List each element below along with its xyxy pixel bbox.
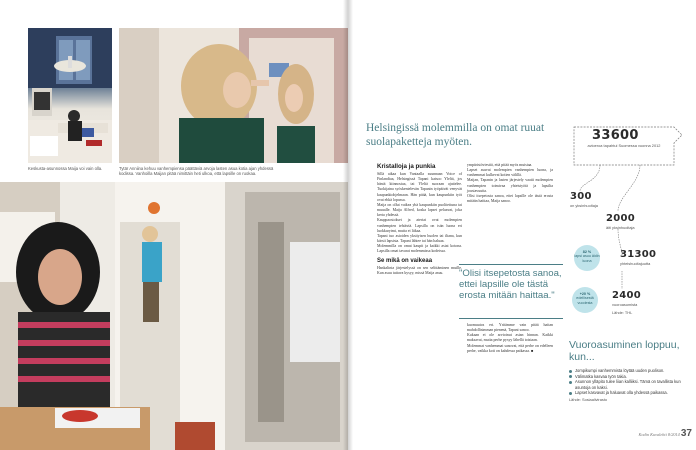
sidebar-heading: Vuoroasuminen loppuu, kun...	[569, 339, 680, 363]
caption-top-right: Tytär Anniina kehuu vanhempiensa päättäviä arvoja lasten asua kotia ajan yhdessä kodissa. Vanhoilla Maijan pitää nimittäin heti ulkoa, että lapsille on ruokaa.	[119, 166, 274, 177]
bubble-growth-value: +20 %	[579, 292, 591, 296]
body-paragraph: Sillä aikaa kun Vantaalla suunnaan Voice of Finlandiaa, Helsingissä Tapani katsoo Yleltä, jos häntä kiinnostaa, tai Yleltä suoraan ajattelee. Tuokijaina syöskentelevän Tapanin työpäivät venyvät kaupunkiohjelmaan. Hän pitää, kun kaupunkiin työt ovat ehkä lopussa.	[377, 172, 462, 202]
body-paragraph: ympäristöviestiä, että pitää myös muistaa.	[467, 163, 533, 167]
bubble-mother-share	[574, 245, 600, 271]
section-title-2: Se mikä on vaikeaa	[377, 257, 433, 264]
photo-window-scene	[28, 28, 112, 163]
list-item: Asunnon ylläpito tulee liian kalliiksi. Tämä on tavallista kun asuntoja on kaksi.	[569, 379, 689, 390]
photo-mirror-scene	[119, 28, 348, 163]
list-item: Lapset kasvavat ja haluavat olla yhdessä paikassa.	[569, 390, 689, 396]
photo-kitchen-family	[0, 182, 348, 450]
magazine-name: Kodin Kuvalehti 8/2014	[638, 432, 680, 437]
bubble-growth-label: edellisestä vuodesta	[576, 296, 594, 305]
stat-mother-single-label: äiti yksinhuoltaja	[606, 225, 635, 230]
body-paragraph: Lapset asuvat molempien vanhempien luona, ja vanhemmat kulkevat kotien välillä.	[467, 168, 553, 178]
body-column-2-bottom	[467, 323, 553, 433]
photo-kitchen-scene	[0, 182, 348, 450]
photo-woman-at-window	[28, 28, 112, 163]
list-item: Välimatka kasvaa työn takia.	[569, 374, 689, 380]
stat-total-label: avioeroa tapahtui Suomessa vuonna 2012	[587, 143, 661, 148]
stat-single-parent-label: on yksinhuoltaja	[570, 203, 598, 208]
body-column-1	[377, 163, 462, 433]
page-gutter	[343, 0, 353, 450]
stat-alternating: 2400	[612, 290, 642, 301]
stat-alternating-label: vuoroasumista	[612, 302, 638, 307]
pull-quote: "Olisi itsepetosta sanoa, ettei lapsille ole tästä erosta mitään haittaa."	[459, 268, 562, 301]
body-paragraph: Kauppaostokset ja ateriat ovat molempien vanhempien tehtäviä. Lapsilla on isän luona eri luokkarytmi, mutta ei liikaa.	[377, 218, 462, 233]
stat-joint-custody: 31300	[620, 249, 657, 260]
body-paragraph: Tapani tuo asioiden yksityisen huolen tai iltana, kun kärsii lapsista. Tapani lähtee tai hän haluaa.	[377, 233, 462, 244]
photo-girl-mirror	[119, 28, 348, 163]
sidebar-source: Lähde: Sosiaalivirasto	[569, 396, 608, 402]
quote-rule-bottom	[459, 318, 563, 319]
bubble-mother-value: 82 %	[582, 250, 592, 254]
divorce-infographic	[570, 125, 685, 335]
body-paragraph: Hankalinta järjestelyssä on sen selittäminen muille. Kun asuu tuttava kysyy, missä Maija asuu.	[377, 265, 462, 275]
body-paragraph: Molemmat vanhemmat sanovat, että perhe on edelleen perhe, vaikka koti on kahdessa paikassa. ■	[467, 343, 553, 353]
page-number: 37	[680, 428, 692, 439]
stat-mother-single: 2000	[606, 213, 636, 224]
article-headline: Helsingissä molemmilla on omat ruuat suolapaketteja myöten.	[366, 122, 545, 148]
stat-single-parent: 300	[570, 191, 592, 202]
body-paragraph: Kukaan ei ole arvioinut asian hinnan. Kaikki maksavat, mutta perhe pysyy lähellä toisiaan.	[467, 333, 553, 343]
quote-rule-top	[459, 264, 563, 265]
infographic-source: Lähde: THL	[612, 310, 633, 315]
caption-top-left: Keskusta-asunnossa Maija voi vain olla.	[28, 166, 103, 171]
stat-joint-custody-label: yhteishuoltajuutta	[620, 261, 651, 266]
bubble-mother-label: lapsi asuu äidin luona	[574, 254, 600, 263]
page-footer	[602, 428, 692, 439]
list-item: Jompikumpi vanhemmista löytää uuden puolison.	[569, 368, 689, 374]
body-paragraph: Maijan, Tapanin ja lasten järjestely vaatii molempien vanhempien toimivaa yhteistyötä ja lapsilta joustavuutta.	[467, 178, 553, 193]
bubble-growth	[572, 287, 598, 313]
body-column-2-top	[467, 163, 553, 255]
body-paragraph: Maija on ollut vaikea yhä kaupunkiin puolitettuna tai muualle. Maija Alfred, koska lapset pelaavat, joka kerta yhdessä.	[377, 202, 462, 218]
body-paragraph: Molemmilla on omat kaupit ja kaikki asiat kotona. Lapsilla omat tavarat molemmissa kodeissa.	[377, 244, 462, 254]
body-paragraph: Olisi itsepetosta sanoa, ettei lapsille ole tästä erosta mitään haittaa, Maija sanoo.	[467, 193, 553, 204]
sidebar-list	[569, 368, 689, 403]
stat-total-divorces: 33600	[592, 128, 639, 143]
section-title-1: Kristalloja ja punkia	[377, 163, 436, 170]
body-paragraph: kuomuutos eri. Yritämme vain pitää haitan mahdollisimman pienenä, Tapani sanoo.	[467, 323, 553, 333]
